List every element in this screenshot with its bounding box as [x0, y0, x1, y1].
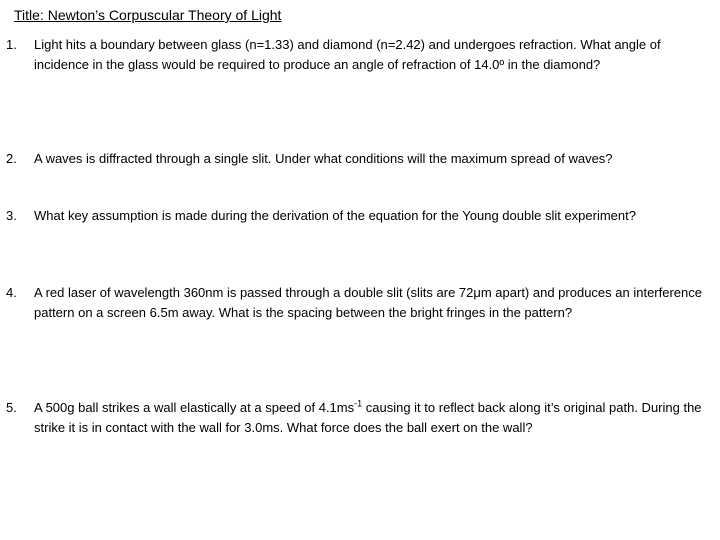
question-5	[6, 398, 708, 437]
question-number: 3.	[6, 208, 17, 223]
question-number: 1.	[6, 37, 17, 52]
question-1	[6, 35, 708, 74]
question-text: A waves is diffracted through a single slit. Under what conditions will the maximum spread of waves?	[34, 151, 613, 166]
question-text: What key assumption is made during the derivation of the equation for the Young double slit experiment?	[34, 208, 636, 223]
question-text: A red laser of wavelength 360nm is passed through a double slit (slits are 72μm apart) and produces an interference pattern on a screen 6.5m away. What is the spacing between the bright fringes in the pattern?	[34, 285, 702, 320]
question-4	[6, 283, 708, 322]
question-2	[6, 149, 708, 169]
question-3	[6, 206, 708, 226]
question-text-after: causing it to reflect back along it’s original path. During the strike it is in contact with the wall for 3.0ms. What force does the ball exert on the wall?	[34, 400, 702, 435]
question-number: 4.	[6, 285, 17, 300]
question-text: Light hits a boundary between glass (n=1.33) and diamond (n=2.42) and undergoes refraction. What angle of incidence in the glass would be required to produce an angle of refraction of 14.0º in the diamond?	[34, 37, 661, 72]
question-number: 5.	[6, 400, 17, 415]
question-text-before: A 500g ball strikes a wall elastically at a speed of 4.1ms	[34, 400, 355, 415]
page-title: Title: Newton’s Corpuscular Theory of Light	[14, 7, 282, 23]
unit-superscript: -1	[354, 398, 363, 409]
question-number: 2.	[6, 151, 17, 166]
question-text	[34, 398, 708, 437]
